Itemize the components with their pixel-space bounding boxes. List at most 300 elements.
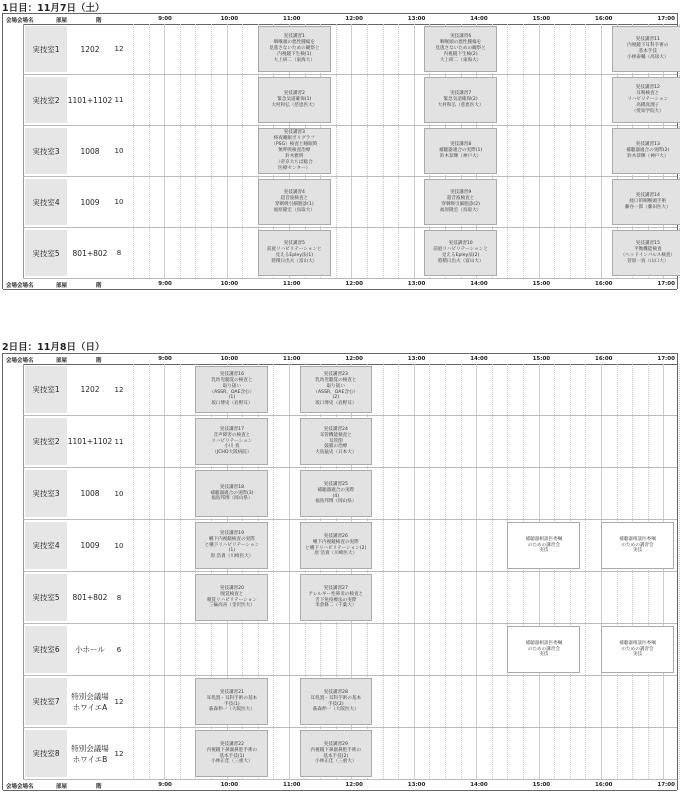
grid-line bbox=[601, 572, 602, 623]
grid-line bbox=[414, 728, 415, 779]
grid-line bbox=[414, 126, 415, 176]
grid-line bbox=[492, 728, 493, 779]
header-time: 17:00 bbox=[657, 15, 675, 22]
grid-line bbox=[445, 468, 446, 519]
grid-line bbox=[383, 228, 384, 278]
session-block[interactable]: 実技講習4 超音波検査と 穿刺吸引細胞診(1) 福原隆宏（鳥取大） bbox=[258, 179, 331, 225]
grid-line bbox=[523, 228, 524, 278]
grid-line bbox=[149, 468, 150, 519]
grid-line bbox=[663, 364, 664, 415]
room-name: 実技室3 bbox=[25, 128, 67, 174]
grid-line bbox=[492, 676, 493, 727]
grid-line bbox=[648, 728, 649, 779]
grid-line bbox=[164, 468, 165, 519]
grid-line bbox=[663, 676, 664, 727]
floor-number: 12 bbox=[114, 749, 124, 758]
grid-line bbox=[383, 416, 384, 467]
session-block[interactable]: 実技講習9 超音波検査と 穿刺吸引細胞診(2) 福原隆宏（鳥取大） bbox=[424, 179, 496, 225]
header-time: 16:00 bbox=[595, 15, 613, 22]
grid-line bbox=[476, 364, 477, 415]
grid-line bbox=[585, 676, 586, 727]
session-block[interactable]: 実技講習21 耳処置・耳科手術の基本 手技(1) 萩森伸一（大阪医大） bbox=[195, 678, 268, 725]
session-block[interactable]: 実技講習19 嚥下内視鏡検査の実際 と嚥下リハビリテーション (1) 原 浩貴（川崎医大） bbox=[195, 522, 268, 569]
grid-line bbox=[398, 572, 399, 623]
room-row bbox=[23, 126, 677, 177]
grid-line bbox=[164, 126, 165, 176]
header-venue-name: 会場名 bbox=[17, 282, 34, 289]
session-block[interactable]: 実技講習28 耳処置・耳科手術の基本 手技(2) 萩森伸一（大阪医大） bbox=[300, 678, 372, 725]
grid-line bbox=[523, 416, 524, 467]
room-row bbox=[23, 624, 677, 676]
grid-line bbox=[539, 75, 540, 125]
grid-line bbox=[133, 624, 134, 675]
grid-line bbox=[149, 126, 150, 176]
session-block[interactable]: 実技講習20 嗅覚検査と 嗅覚リハビリテーション 三輪高喜（金沢医大） bbox=[195, 574, 268, 621]
grid-line bbox=[149, 728, 150, 779]
session-block[interactable]: 実技講習13 補聴器適合の実際(2) 鈴木恭輝（神戸大） bbox=[612, 128, 680, 174]
grid-line bbox=[601, 126, 602, 176]
grid-line bbox=[601, 676, 602, 727]
grid-line bbox=[585, 126, 586, 176]
grid-line bbox=[632, 416, 633, 467]
room-number: 1202 bbox=[69, 26, 111, 72]
grid-line bbox=[242, 24, 243, 74]
room-row bbox=[23, 676, 677, 728]
room-number: 1101+1102 bbox=[69, 77, 111, 123]
grid-line bbox=[289, 572, 290, 623]
header-time: 13:00 bbox=[407, 280, 426, 287]
grid-line bbox=[601, 468, 602, 519]
grid-line bbox=[414, 520, 415, 571]
grid-line bbox=[320, 624, 321, 675]
header-time: 16:00 bbox=[595, 355, 613, 362]
grid-line bbox=[133, 177, 134, 227]
grid-line bbox=[273, 728, 274, 779]
header-time: 9:00 bbox=[158, 355, 172, 362]
header-time: 9:00 bbox=[158, 280, 172, 287]
header-time: 13:00 bbox=[407, 15, 426, 22]
grid-line bbox=[539, 177, 540, 227]
grid-line bbox=[398, 364, 399, 415]
grid-line bbox=[164, 676, 165, 727]
grid-line bbox=[289, 676, 290, 727]
grid-line bbox=[383, 520, 384, 571]
grid-line bbox=[601, 75, 602, 125]
grid-line bbox=[242, 177, 243, 227]
grid-line bbox=[211, 177, 212, 227]
room-number: 1009 bbox=[69, 179, 111, 225]
grid-line bbox=[492, 468, 493, 519]
session-block[interactable]: 実技講習12 耳鳴検査と リハビリテーション 高橋真理子 （愛知学院大） bbox=[612, 77, 680, 123]
grid-line bbox=[507, 416, 508, 467]
header-floor: 階 bbox=[96, 17, 102, 24]
grid-line bbox=[601, 416, 602, 467]
grid-line bbox=[429, 364, 430, 415]
grid-line bbox=[289, 364, 290, 415]
room-number: 1009 bbox=[69, 522, 111, 569]
grid-line bbox=[601, 228, 602, 278]
grid-line bbox=[539, 364, 540, 415]
header-room: 部屋 bbox=[56, 282, 68, 289]
grid-line bbox=[601, 364, 602, 415]
grid-line bbox=[289, 520, 290, 571]
header-time: 11:00 bbox=[283, 280, 301, 287]
grid-line bbox=[429, 572, 430, 623]
grid-line bbox=[492, 416, 493, 467]
grid-line bbox=[617, 416, 618, 467]
grid-line bbox=[554, 126, 555, 176]
grid-line bbox=[164, 728, 165, 779]
session-block[interactable]: 実技講習18 補聴器適合の実際(3) 福島邦博（岡山県） bbox=[195, 470, 268, 517]
grid-line bbox=[570, 364, 571, 415]
grid-line bbox=[211, 228, 212, 278]
grid-line bbox=[570, 676, 571, 727]
grid-line bbox=[180, 520, 181, 571]
table-header-bottom bbox=[3, 279, 677, 290]
grid-line bbox=[554, 416, 555, 467]
session-block[interactable]: 実技講習8 補聴器適合の実際(1) 鈴木恭輝（神戸大） bbox=[424, 128, 496, 174]
room-row bbox=[23, 24, 677, 75]
grid-line bbox=[554, 177, 555, 227]
grid-line bbox=[507, 676, 508, 727]
grid-line bbox=[398, 728, 399, 779]
grid-line bbox=[414, 228, 415, 278]
grid-line bbox=[523, 177, 524, 227]
session-block[interactable]: 実技講習10 前庭リハビリテーションと 見えるEpley法(2) 將積日出夫（富山大） bbox=[424, 230, 496, 276]
grid-line bbox=[180, 416, 181, 467]
grid-line bbox=[461, 572, 462, 623]
grid-line bbox=[476, 624, 477, 675]
header-time: 14:00 bbox=[470, 15, 488, 22]
table-header-bottom bbox=[3, 780, 677, 791]
grid-line bbox=[414, 624, 415, 675]
session-block[interactable]: 補聴器相談医委嘱 のための講習会 実技 bbox=[507, 626, 580, 673]
grid-line bbox=[585, 416, 586, 467]
header-floor: 階 bbox=[96, 282, 102, 289]
grid-line bbox=[351, 75, 352, 125]
room-number: 801+802 bbox=[69, 230, 111, 276]
header-time: 17:00 bbox=[657, 280, 675, 287]
session-block[interactable]: 実技講習2 緊急気道確保(1) 大村和弘（慈恵医大） bbox=[258, 77, 331, 123]
schedule-grid bbox=[2, 353, 678, 790]
grid-line bbox=[180, 75, 181, 125]
session-block[interactable]: 実技講習25 補聴器適合の実際 (4) 福島邦博（岡山県） bbox=[300, 470, 372, 517]
grid-line bbox=[164, 572, 165, 623]
grid-line bbox=[227, 177, 228, 227]
grid-line bbox=[336, 624, 337, 675]
grid-line bbox=[445, 364, 446, 415]
grid-line bbox=[507, 75, 508, 125]
grid-line bbox=[180, 624, 181, 675]
grid-line bbox=[570, 416, 571, 467]
grid-line bbox=[164, 624, 165, 675]
header-time: 16:00 bbox=[595, 781, 613, 788]
session-block[interactable]: 実技講習24 耳管機能検査と 耳管閉 鼓膜の治療 大島猛史（日本大） bbox=[300, 418, 372, 465]
grid-line bbox=[195, 75, 196, 125]
grid-line bbox=[414, 416, 415, 467]
grid-line bbox=[476, 416, 477, 467]
grid-line bbox=[492, 520, 493, 571]
grid-line bbox=[461, 520, 462, 571]
header-time: 17:00 bbox=[657, 781, 675, 788]
grid-line bbox=[601, 728, 602, 779]
room-name: 実技室5 bbox=[25, 574, 67, 621]
session-block[interactable]: 補聴器相談医委嘱 のための講習会 実技 bbox=[601, 626, 674, 673]
grid-line bbox=[554, 676, 555, 727]
grid-line bbox=[242, 624, 243, 675]
grid-line bbox=[585, 177, 586, 227]
grid-line bbox=[476, 676, 477, 727]
room-number: 801+802 bbox=[69, 574, 111, 621]
grid-line bbox=[570, 728, 571, 779]
grid-line bbox=[149, 416, 150, 467]
room-number: 小ホール bbox=[69, 626, 111, 673]
grid-line bbox=[398, 416, 399, 467]
grid-line bbox=[367, 75, 368, 125]
room-name: 実技室2 bbox=[25, 418, 67, 465]
grid-line bbox=[507, 126, 508, 176]
grid-line bbox=[242, 75, 243, 125]
grid-line bbox=[195, 24, 196, 74]
grid-line bbox=[180, 177, 181, 227]
grid-line bbox=[180, 364, 181, 415]
grid-line bbox=[211, 75, 212, 125]
floor-number: 12 bbox=[114, 385, 124, 394]
venue-column bbox=[3, 24, 24, 279]
grid-line bbox=[507, 468, 508, 519]
header-venue-name: 会場名 bbox=[17, 357, 34, 364]
header-time: 16:00 bbox=[595, 280, 613, 287]
grid-line bbox=[476, 728, 477, 779]
grid-line bbox=[585, 728, 586, 779]
header-time: 12:00 bbox=[345, 355, 363, 362]
grid-line bbox=[461, 624, 462, 675]
session-block[interactable]: 実技講習5 前庭リハビリテーションと 見えるEpley法(1) 將積日出夫（富山大） bbox=[258, 230, 331, 276]
grid-line bbox=[398, 468, 399, 519]
grid-line bbox=[367, 24, 368, 74]
grid-line bbox=[133, 676, 134, 727]
grid-line bbox=[336, 126, 337, 176]
grid-line bbox=[383, 624, 384, 675]
grid-line bbox=[570, 24, 571, 74]
header-time: 14:00 bbox=[470, 355, 488, 362]
grid-line bbox=[383, 728, 384, 779]
schedule-grid bbox=[2, 13, 678, 289]
header-time: 12:00 bbox=[345, 280, 363, 287]
grid-line bbox=[180, 126, 181, 176]
grid-line bbox=[523, 676, 524, 727]
grid-line bbox=[523, 364, 524, 415]
grid-line bbox=[133, 364, 134, 415]
grid-line bbox=[601, 24, 602, 74]
header-time: 14:00 bbox=[470, 280, 488, 287]
room-row bbox=[23, 468, 677, 520]
grid-line bbox=[383, 75, 384, 125]
grid-line bbox=[523, 24, 524, 74]
grid-line bbox=[180, 676, 181, 727]
session-block[interactable]: 実技講習23 乳幼児聴覚の検査と 取り扱い （ASSR，OAE含む） (2) 坂口博史（岩野耳） bbox=[300, 366, 372, 413]
grid-line bbox=[648, 416, 649, 467]
room-number: 特別会議場 ホワイエB bbox=[69, 730, 111, 777]
header-time: 17:00 bbox=[657, 355, 675, 362]
header-room: 部屋 bbox=[56, 17, 68, 24]
floor-number: 10 bbox=[114, 147, 124, 155]
grid-line bbox=[149, 520, 150, 571]
session-block[interactable]: 実技講習11 内視鏡下耳科手術の 基本手技 小林泰輔（高知大） bbox=[612, 26, 680, 72]
grid-line bbox=[429, 676, 430, 727]
session-block[interactable]: 実技講習15 平衡機能検査 （ヘッドインパルス検査） 菅原一真（山口大） bbox=[612, 230, 680, 276]
room-name: 実技室7 bbox=[25, 678, 67, 725]
session-block[interactable]: 実技講習1 咽喉頭の悪性腫瘍を 見逃さないための観察と 内視鏡下生検(1) 大上研二（東海大） bbox=[258, 26, 331, 72]
grid-line bbox=[648, 468, 649, 519]
grid-line bbox=[180, 468, 181, 519]
header-venue-name: 会場名 bbox=[17, 783, 34, 790]
grid-line bbox=[461, 468, 462, 519]
grid-line bbox=[195, 624, 196, 675]
grid-line bbox=[539, 676, 540, 727]
grid-line bbox=[414, 24, 415, 74]
room-number: 1008 bbox=[69, 470, 111, 517]
grid-line bbox=[663, 572, 664, 623]
grid-line bbox=[539, 468, 540, 519]
grid-line bbox=[383, 24, 384, 74]
grid-line bbox=[476, 520, 477, 571]
session-block[interactable]: 補聴器相談医委嘱 のための講習会 実技 bbox=[601, 522, 674, 569]
grid-line bbox=[461, 416, 462, 467]
header-time: 11:00 bbox=[283, 15, 301, 22]
grid-line bbox=[539, 228, 540, 278]
grid-line bbox=[273, 468, 274, 519]
session-block[interactable]: 補聴器相談医委嘱 のための講習会 実技 bbox=[507, 522, 580, 569]
grid-line bbox=[289, 416, 290, 467]
grid-line bbox=[383, 572, 384, 623]
header-venue: 会場 bbox=[6, 282, 18, 289]
grid-line bbox=[414, 572, 415, 623]
grid-line bbox=[445, 572, 446, 623]
grid-line bbox=[570, 468, 571, 519]
grid-line bbox=[461, 728, 462, 779]
header-room: 部屋 bbox=[56, 783, 68, 790]
grid-line bbox=[617, 572, 618, 623]
grid-line bbox=[585, 228, 586, 278]
day-title: 1日目：11月7日（土） bbox=[2, 0, 678, 16]
grid-line bbox=[507, 728, 508, 779]
grid-line bbox=[539, 572, 540, 623]
grid-line bbox=[164, 228, 165, 278]
grid-line bbox=[663, 468, 664, 519]
grid-line bbox=[648, 676, 649, 727]
grid-line bbox=[133, 520, 134, 571]
grid-line bbox=[398, 75, 399, 125]
grid-line bbox=[414, 177, 415, 227]
grid-line bbox=[414, 468, 415, 519]
floor-number: 10 bbox=[114, 198, 124, 206]
grid-line bbox=[539, 416, 540, 467]
header-floor: 階 bbox=[96, 783, 102, 790]
grid-line bbox=[164, 177, 165, 227]
grid-line bbox=[445, 416, 446, 467]
room-row bbox=[23, 520, 677, 572]
grid-line bbox=[289, 624, 290, 675]
grid-line bbox=[149, 364, 150, 415]
grid-line bbox=[445, 520, 446, 571]
grid-line bbox=[585, 624, 586, 675]
grid-line bbox=[523, 126, 524, 176]
grid-line bbox=[351, 126, 352, 176]
grid-line bbox=[211, 624, 212, 675]
grid-line bbox=[227, 126, 228, 176]
floor-number: 6 bbox=[116, 645, 122, 654]
grid-line bbox=[195, 177, 196, 227]
grid-line bbox=[632, 572, 633, 623]
grid-line bbox=[367, 126, 368, 176]
floor-number: 11 bbox=[114, 96, 124, 104]
grid-line bbox=[149, 177, 150, 227]
grid-line bbox=[258, 624, 259, 675]
grid-line bbox=[507, 364, 508, 415]
session-block[interactable]: 実技講習29 内視鏡下鼻副鼻腔手術の 基本手技(2) 小林正佳（三重大） bbox=[300, 730, 372, 777]
grid-line bbox=[227, 624, 228, 675]
header-time: 11:00 bbox=[283, 781, 301, 788]
grid-line bbox=[570, 572, 571, 623]
floor-number: 12 bbox=[114, 45, 124, 53]
session-block[interactable]: 実技講習7 緊急気道確保(2) 大村和弘（慈恵医大） bbox=[424, 77, 496, 123]
floor-number: 8 bbox=[116, 249, 122, 257]
header-room: 部屋 bbox=[56, 357, 68, 364]
grid-line bbox=[539, 24, 540, 74]
session-block[interactable]: 実技講習16 乳幼児聴覚の検査と 取り扱い （ASSR，OAE含む） (1) 坂口博史（岩野耳） bbox=[195, 366, 268, 413]
session-block[interactable]: 実技講習17 音声障害の検査と リハビリテーション 小川 真 （JCHO大阪病院） bbox=[195, 418, 268, 465]
grid-line bbox=[164, 364, 165, 415]
grid-line bbox=[663, 416, 664, 467]
grid-line bbox=[273, 572, 274, 623]
grid-line bbox=[164, 416, 165, 467]
grid-line bbox=[632, 468, 633, 519]
grid-line bbox=[367, 624, 368, 675]
header-venue-name: 会場名 bbox=[17, 17, 34, 24]
grid-line bbox=[398, 126, 399, 176]
grid-line bbox=[617, 676, 618, 727]
room-name: 実技室1 bbox=[25, 366, 67, 413]
grid-line bbox=[523, 75, 524, 125]
grid-line bbox=[149, 676, 150, 727]
grid-line bbox=[351, 24, 352, 74]
grid-line bbox=[554, 228, 555, 278]
room-name: 実技室8 bbox=[25, 730, 67, 777]
grid-line bbox=[585, 75, 586, 125]
session-block[interactable]: 実技講習27 アレルギー性鼻炎の検査と 舌下免疫療法の実際 米倉修二（千葉大） bbox=[300, 574, 372, 621]
session-block[interactable]: 実技講習26 嚥下内視鏡検査の実際 と嚥下リハビリテーション(2) 原 浩貴（川崎医大） bbox=[300, 522, 372, 569]
session-block[interactable]: 実技講習14 経口的咽喉頭手術 藤谷一郎（藤田医大） bbox=[612, 179, 680, 225]
day-title: 2日目：11月8日（日） bbox=[2, 339, 678, 355]
grid-line bbox=[523, 572, 524, 623]
session-block[interactable]: 実技講習6 咽喉頭の悪性腫瘍を 見逃さないための観察と 内視鏡下生検(2) 大上研二（東海大） bbox=[424, 26, 496, 72]
grid-line bbox=[149, 75, 150, 125]
grid-line bbox=[476, 468, 477, 519]
grid-line bbox=[149, 24, 150, 74]
grid-line bbox=[476, 572, 477, 623]
grid-line bbox=[617, 468, 618, 519]
session-block[interactable]: 実技講習22 内視鏡下鼻副鼻腔手術の 基本手技(1) 小林正佳（三重大） bbox=[195, 730, 268, 777]
grid-line bbox=[383, 177, 384, 227]
grid-line bbox=[383, 468, 384, 519]
grid-line bbox=[195, 126, 196, 176]
session-block[interactable]: 実技講習3 終夜睡眠ポリグラフ （PSG）検査と睡眠時 無呼吸検査治療 鈴木雅明 （帝京大ちば総合 医療センター） bbox=[258, 128, 331, 174]
grid-line bbox=[429, 728, 430, 779]
grid-line bbox=[133, 24, 134, 74]
room-name: 実技室6 bbox=[25, 626, 67, 673]
grid-line bbox=[398, 676, 399, 727]
